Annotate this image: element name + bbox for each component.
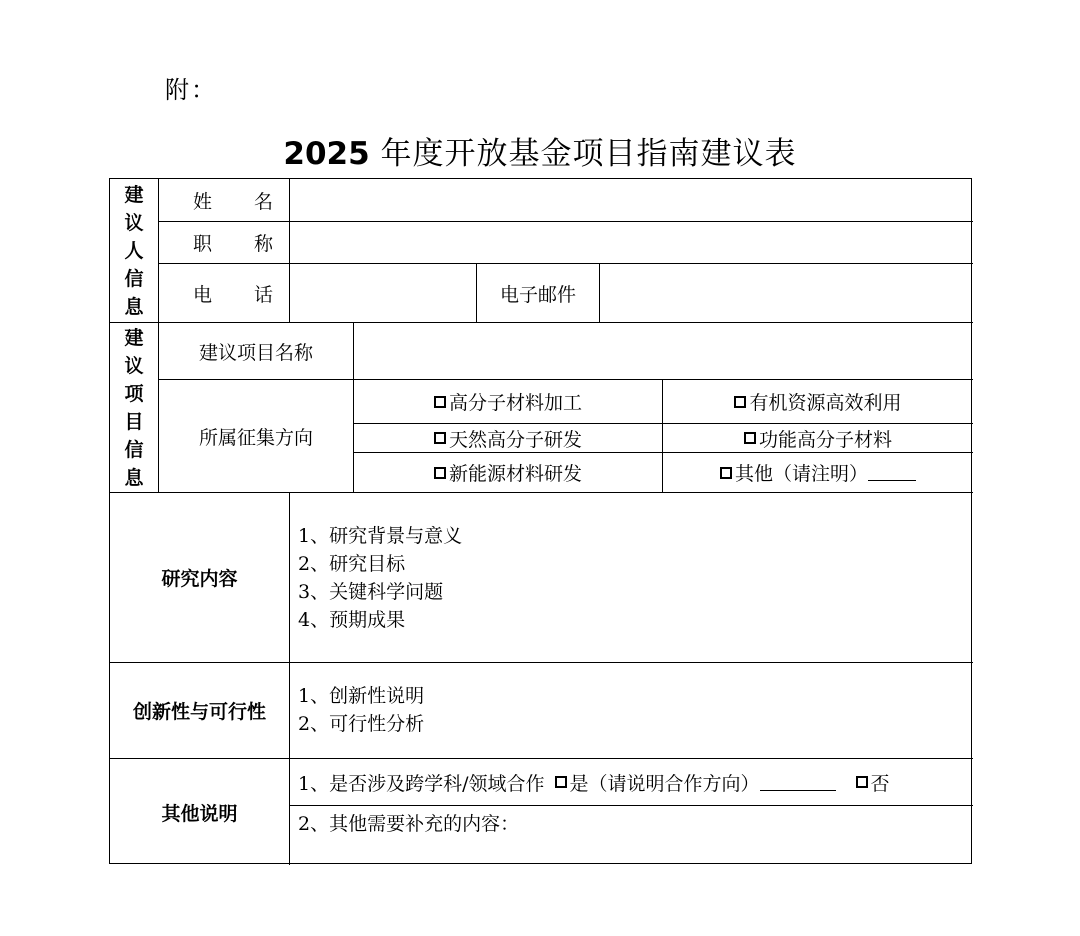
no-option-label: 否: [870, 772, 890, 795]
direction-option[interactable]: [354, 424, 662, 452]
checkbox-icon[interactable]: [555, 776, 567, 788]
heading-char: 息: [124, 466, 144, 489]
heading-char: 项: [124, 382, 144, 405]
phone-field[interactable]: [290, 264, 476, 322]
list-item: 1、研究背景与意义: [298, 525, 463, 547]
direction-option-label: 高分子材料加工: [448, 392, 582, 414]
email-label: 电子邮件: [499, 283, 576, 306]
research-content-list[interactable]: [298, 522, 462, 634]
cooperation-direction-blank[interactable]: [760, 774, 836, 791]
project-name-label: 建议项目名称: [198, 341, 313, 364]
checkbox-icon[interactable]: [744, 432, 756, 444]
direction-option-other[interactable]: [663, 453, 973, 492]
additional-content-text: 2、其他需要补充的内容：: [298, 813, 520, 835]
yes-option-label: 是（请说明合作方向）: [569, 772, 760, 795]
proposal-form-table: [109, 178, 972, 864]
email-field[interactable]: [600, 264, 973, 322]
direction-label: 所属征集方向: [198, 426, 313, 449]
phone-label: 电 话: [192, 283, 292, 306]
heading-char: 目: [124, 410, 144, 433]
direction-option-label: 功能高分子材料: [758, 428, 892, 451]
project-name-field[interactable]: [354, 323, 973, 379]
list-item: 2、可行性分析: [298, 713, 425, 735]
title-field[interactable]: [290, 222, 973, 263]
list-item: 4、预期成果: [298, 609, 406, 631]
heading-char: 议: [124, 354, 144, 377]
checkbox-icon[interactable]: [434, 467, 446, 479]
other-direction-blank[interactable]: [868, 464, 916, 481]
research-content-label: 研究内容: [161, 568, 238, 590]
direction-option-label: 天然高分子研发: [448, 428, 582, 451]
other-notes-label: 其他说明: [161, 802, 238, 825]
proposer-section-heading: [110, 179, 158, 322]
title-year: 2025: [283, 136, 370, 172]
title-label: 职 称: [192, 233, 292, 255]
heading-char: 建: [124, 326, 144, 349]
attachment-label: 附：: [165, 76, 217, 104]
list-item: 2、研究目标: [298, 553, 406, 575]
checkbox-icon[interactable]: [434, 396, 446, 408]
heading-char: 息: [124, 295, 144, 318]
project-section-heading: [110, 323, 158, 492]
checkbox-icon[interactable]: [734, 396, 746, 408]
direction-option[interactable]: [354, 380, 662, 423]
list-item: 3、关键科学问题: [298, 581, 444, 603]
checkbox-icon[interactable]: [434, 432, 446, 444]
list-item: 1、创新性说明: [298, 685, 425, 707]
direction-option[interactable]: [354, 453, 662, 492]
direction-option-label: 其他（请注明）: [734, 463, 868, 485]
additional-content-field[interactable]: [298, 810, 519, 838]
heading-char: 议: [124, 211, 144, 234]
name-field[interactable]: [290, 179, 973, 221]
heading-char: 建: [124, 183, 144, 206]
title-text: 年度开放基金项目指南建议表: [369, 136, 797, 172]
checkbox-icon[interactable]: [856, 776, 868, 788]
innovation-list[interactable]: [298, 682, 424, 738]
direction-option[interactable]: [663, 424, 973, 452]
cross-discipline-question: [298, 759, 973, 805]
cross-discipline-text: 1、是否涉及跨学科/领域合作: [298, 772, 545, 795]
col-divider: [289, 492, 290, 865]
heading-char: 信: [124, 267, 144, 290]
direction-option[interactable]: [663, 380, 973, 423]
row-divider: [289, 805, 973, 806]
innovation-label: 创新性与可行性: [132, 701, 266, 723]
heading-char: 人: [124, 239, 144, 262]
direction-option-label: 新能源材料研发: [448, 463, 582, 485]
checkbox-icon[interactable]: [720, 467, 732, 479]
direction-option-label: 有机资源高效利用: [749, 392, 902, 414]
name-label: 姓 名: [192, 190, 292, 213]
heading-char: 信: [124, 438, 144, 461]
form-title: [0, 128, 1080, 173]
